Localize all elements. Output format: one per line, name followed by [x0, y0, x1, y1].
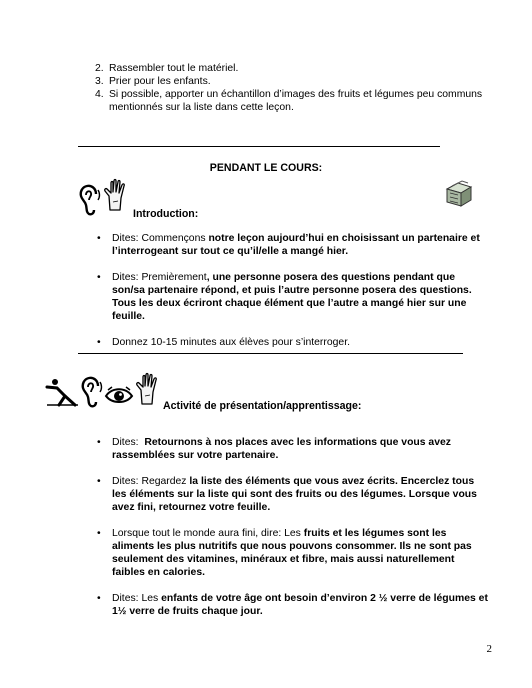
bullet-text: Dites: — [112, 437, 145, 448]
list-text: Si possible, apporter un échantillon d’images des fruits et légumes peu communs mentionnés sur la liste dans cette leçon. — [109, 89, 483, 113]
bullet-text-bold: , une personne posera des questions pendant que son/sa partenaire répond, et puis l’autre personne posera des questions. Tous les deux écriront chaque élément que l’autre a mangé hier sur une feuille. — [112, 272, 472, 322]
preparation-list — [95, 62, 495, 114]
bullet-glyph: • — [97, 593, 101, 604]
bullet-text: Dites: Regardez — [112, 476, 190, 487]
bullet-text: Dites: Commençons — [112, 233, 209, 244]
bullet-glyph: • — [97, 437, 101, 448]
hand-icon — [103, 178, 129, 212]
list-text: Rassembler tout le matériel. — [109, 63, 239, 74]
bullet-text-bold: enfants de votre âge ont besoin d’environ 2 ½ verre de légumes et 1½ verre de fruits chaque jour. — [112, 593, 488, 617]
bullet-text-bold: fruits et les légumes sont les aliments les plus nutritifs que nous pouvons consommer. Ils ne sont pas seulement des vitamines, minéraux et fibre, mais aussi naturellement faibles en calories. — [112, 528, 472, 578]
list-item — [97, 336, 489, 349]
bullet-text-bold: la liste des éléments que vous avez écrits. Encerclez tous les éléments sur la liste qui sont des fruits ou des légumes. Lorsque vous avez fini, retournez votre feuille. — [112, 476, 477, 513]
bullet-glyph: • — [97, 272, 101, 283]
stretching-person-icon — [45, 378, 79, 408]
bullet-glyph: • — [97, 337, 101, 348]
list-item — [95, 75, 495, 88]
introduction-title: Introduction: — [133, 208, 199, 220]
introduction-bullets — [97, 232, 489, 349]
page-number: 2 — [486, 643, 492, 655]
list-number: 4. — [95, 89, 104, 100]
bullet-glyph: • — [97, 528, 101, 539]
hand-icon — [135, 372, 161, 406]
bullet-text-bold: notre leçon aujourd’hui en choisissant un partenaire et l’interrogeant sur tout ce qu’il/elle a mangé hier. — [112, 233, 480, 257]
section-title: PENDANT LE COURS: — [209, 162, 323, 174]
bullet-text-bold: Retournons à nos places avec les informations que vous avez rassemblées sur votre partenaire. — [112, 437, 451, 461]
bullet-glyph: • — [97, 476, 101, 487]
list-item — [97, 232, 489, 258]
list-item — [95, 62, 495, 75]
list-item — [97, 475, 489, 514]
activity-bullets — [97, 436, 489, 618]
list-number: 3. — [95, 76, 104, 87]
list-item — [95, 88, 495, 114]
list-number: 2. — [95, 63, 104, 74]
list-item — [97, 592, 489, 618]
bullet-text: Dites: Les — [112, 593, 162, 604]
bullet-text: Lorsque tout le monde aura fini, dire: Les — [112, 528, 304, 539]
divider-line — [78, 353, 463, 354]
list-item — [97, 436, 489, 462]
divider-line — [78, 146, 440, 147]
eye-icon — [104, 386, 134, 406]
bullet-glyph: • — [97, 233, 101, 244]
list-item — [97, 271, 489, 323]
list-text: Prier pour les enfants. — [109, 76, 211, 87]
desk-icon — [444, 180, 474, 208]
ear-icon — [80, 376, 104, 408]
bullet-text: Dites: Premièrement — [112, 272, 207, 283]
activity-title: Activité de présentation/apprentissage: — [163, 400, 362, 412]
bullet-text: Donnez 10-15 minutes aux élèves pour s’interroger. — [112, 337, 350, 348]
list-item — [97, 527, 489, 579]
ear-icon — [78, 184, 102, 216]
